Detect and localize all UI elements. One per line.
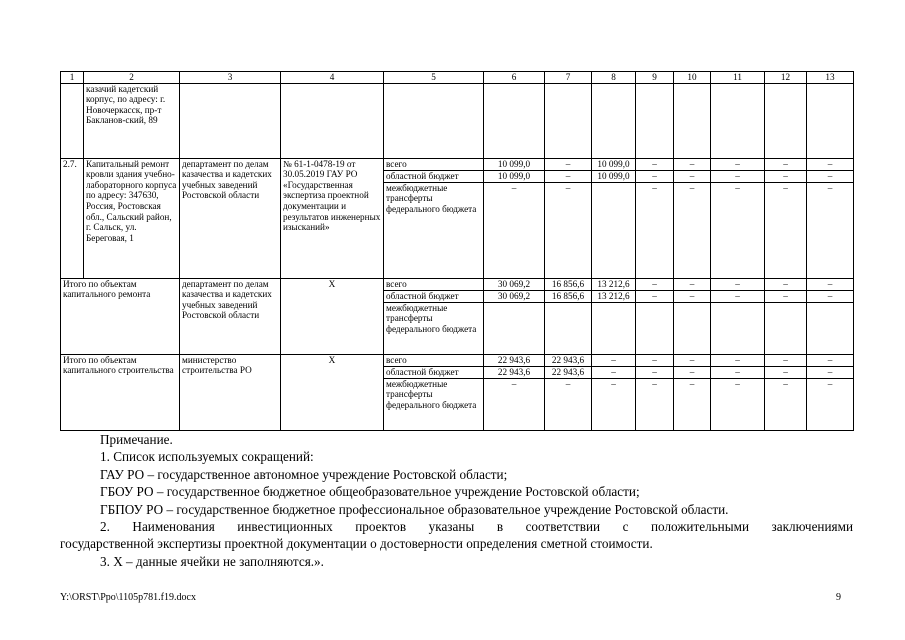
column-number: 2 [84, 72, 180, 84]
value-cell: – [765, 290, 807, 302]
value-cell: – [674, 182, 711, 278]
financing-source: областной бюджет [384, 290, 484, 302]
value-cell: – [674, 378, 711, 430]
value-cell: – [765, 182, 807, 278]
value-cell [484, 83, 545, 158]
row-number: 2.7. [61, 158, 84, 278]
value-cell [636, 302, 674, 354]
value-cell: – [484, 378, 545, 430]
value-cell: – [636, 378, 674, 430]
value-cell: – [636, 354, 674, 366]
value-cell: – [807, 182, 854, 278]
financing-source: всего [384, 158, 484, 170]
value-cell: – [711, 378, 765, 430]
value-cell: 10 099,0 [592, 158, 636, 170]
value-cell [807, 302, 854, 354]
value-cell: – [674, 170, 711, 182]
department: министерство строительства РО [180, 354, 281, 430]
value-cell: – [545, 378, 592, 430]
note-line: ГБОУ РО – государственное бюджетное общеобразовательное учреждение Ростовской области; [100, 484, 640, 500]
value-cell: 30 069,2 [484, 278, 545, 290]
column-number: 4 [281, 72, 384, 84]
expert-doc [281, 83, 384, 158]
column-number: 5 [384, 72, 484, 84]
value-cell: – [545, 158, 592, 170]
value-cell: – [674, 290, 711, 302]
value-cell: – [711, 354, 765, 366]
value-cell [592, 83, 636, 158]
value-cell: – [765, 278, 807, 290]
financing-source: всего [384, 354, 484, 366]
value-cell: – [592, 354, 636, 366]
value-cell [545, 302, 592, 354]
column-number: 6 [484, 72, 545, 84]
financing-source: межбюджетные трансферты федерального бюджета [384, 182, 484, 278]
value-cell: – [807, 354, 854, 366]
page-number: 9 [836, 592, 841, 603]
financing-source: межбюджетные трансферты федерального бюджета [384, 302, 484, 354]
total-label: Итого по объектам капитального строительства [61, 354, 180, 430]
value-cell: – [636, 158, 674, 170]
column-number: 10 [674, 72, 711, 84]
financing-source: областной бюджет [384, 366, 484, 378]
value-cell [711, 83, 765, 158]
value-cell [674, 302, 711, 354]
value-cell: – [636, 170, 674, 182]
table-row [61, 354, 854, 366]
value-cell: – [765, 366, 807, 378]
footer-file-path: Y:\ORST\Ppo\1105p781.f19.docx [60, 592, 196, 603]
value-cell: – [711, 158, 765, 170]
expert-doc: № 61-1-0478-19 от 30.05.2019 ГАУ РО «Государственная экспертиза проектной документации и результатов инженерных изысканий» [281, 158, 384, 278]
value-cell: – [636, 278, 674, 290]
value-cell: 22 943,6 [545, 354, 592, 366]
financing-source: всего [384, 278, 484, 290]
value-cell: – [807, 170, 854, 182]
column-number: 7 [545, 72, 592, 84]
header-row [61, 72, 854, 84]
value-cell: – [674, 278, 711, 290]
total-label: Итого по объектам капитального ремонта [61, 278, 180, 354]
value-cell [765, 302, 807, 354]
table-body [61, 72, 854, 431]
value-cell: 13 212,6 [592, 290, 636, 302]
value-cell: – [807, 290, 854, 302]
financing-source [384, 83, 484, 158]
column-number: 12 [765, 72, 807, 84]
value-cell: – [765, 158, 807, 170]
value-cell: 10 099,0 [484, 158, 545, 170]
value-cell: – [484, 182, 545, 278]
value-cell: 22 943,6 [545, 366, 592, 378]
table-row [61, 278, 854, 290]
value-cell: – [636, 182, 674, 278]
value-cell [636, 83, 674, 158]
value-cell: – [545, 170, 592, 182]
department: департамент по делам казачества и кадетских учебных заведений Ростовской области [180, 158, 281, 278]
row-number [61, 83, 84, 158]
value-cell: 13 212,6 [592, 278, 636, 290]
department [180, 83, 281, 158]
value-cell: – [807, 158, 854, 170]
column-number: 1 [61, 72, 84, 84]
financing-source: областной бюджет [384, 170, 484, 182]
note-line: ГАУ РО – государственное автономное учреждение Ростовской области; [100, 466, 508, 482]
note-line: 2. Наименования инвестиционных проектов указаны в соответствии с положительными заключениями [100, 519, 853, 535]
column-number: 8 [592, 72, 636, 84]
value-cell [711, 302, 765, 354]
value-cell: – [592, 378, 636, 430]
object-name: казачий кадетский корпус, по адресу: г. Новочеркасск, пр-т Бакланов-ский, 89 [84, 83, 180, 158]
value-cell: 22 943,6 [484, 354, 545, 366]
note-line: ГБПОУ РО – государственное бюджетное профессиональное образовательное учреждение Ростовской области. [100, 501, 729, 517]
value-cell: – [674, 158, 711, 170]
value-cell [592, 302, 636, 354]
table-row [61, 158, 854, 170]
value-cell: – [711, 278, 765, 290]
notes-title: Примечание. [100, 432, 173, 447]
value-cell: – [711, 366, 765, 378]
value-cell: – [711, 290, 765, 302]
value-cell: 22 943,6 [484, 366, 545, 378]
value-cell: – [711, 170, 765, 182]
object-name: Капитальный ремонт кровли здания учебно-лабораторного корпуса по адресу: 347630, Россия, Ростовская обл., Сальский район, г. Сальск, ул. Береговая, 1 [84, 158, 180, 278]
expert-doc: Х [281, 278, 384, 354]
value-cell: 30 069,2 [484, 290, 545, 302]
column-number: 3 [180, 72, 281, 84]
column-number: 9 [636, 72, 674, 84]
value-cell: – [807, 278, 854, 290]
value-cell: – [765, 170, 807, 182]
value-cell: – [545, 182, 592, 278]
value-cell: – [636, 290, 674, 302]
budget-table [60, 71, 854, 431]
value-cell: – [592, 366, 636, 378]
value-cell: 10 099,0 [484, 170, 545, 182]
value-cell: – [674, 354, 711, 366]
note-line: 3. Х – данные ячейки не заполняются.». [100, 553, 324, 569]
column-number: 11 [711, 72, 765, 84]
value-cell: – [711, 182, 765, 278]
value-cell [674, 83, 711, 158]
value-cell [765, 83, 807, 158]
notes-section [60, 431, 853, 570]
value-cell: – [674, 366, 711, 378]
value-cell: 10 099,0 [592, 170, 636, 182]
column-number: 13 [807, 72, 854, 84]
value-cell: 16 856,6 [545, 290, 592, 302]
value-cell [545, 83, 592, 158]
note-line: государственной экспертизы проектной документации о достоверности определения сметной стоимости. [60, 536, 653, 552]
value-cell: – [807, 378, 854, 430]
value-cell [484, 302, 545, 354]
value-cell: 16 856,6 [545, 278, 592, 290]
value-cell: – [807, 366, 854, 378]
table-row [61, 83, 854, 158]
value-cell [592, 182, 636, 278]
note-line: 1. Список используемых сокращений: [100, 449, 314, 465]
value-cell: – [636, 366, 674, 378]
financing-source: межбюджетные трансферты федерального бюджета [384, 378, 484, 430]
value-cell: – [765, 354, 807, 366]
department: департамент по делам казачества и кадетских учебных заведений Ростовской области [180, 278, 281, 354]
expert-doc: Х [281, 354, 384, 430]
value-cell [807, 83, 854, 158]
value-cell: – [765, 378, 807, 430]
